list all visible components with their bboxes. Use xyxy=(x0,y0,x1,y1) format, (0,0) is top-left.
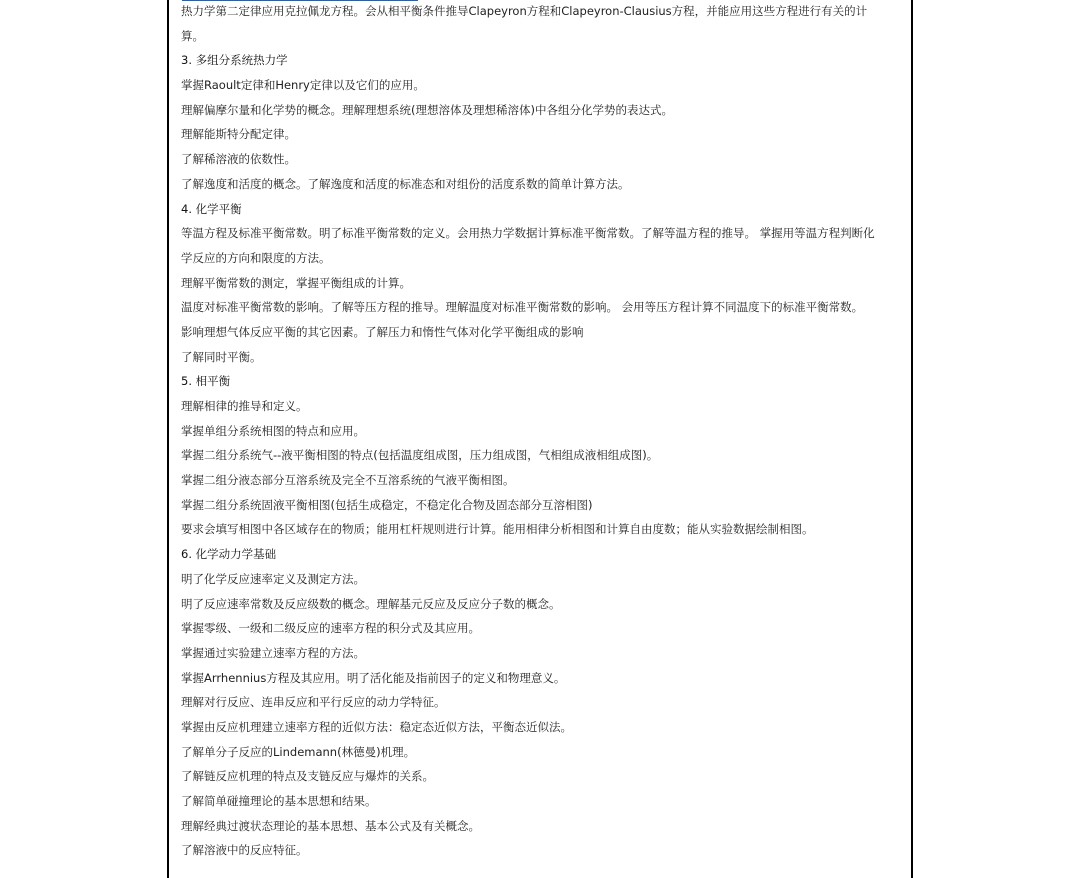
text-line: 了解溶液中的反应特征。 xyxy=(181,843,308,858)
document-page xyxy=(167,0,913,878)
section-heading: 4. 化学平衡 xyxy=(181,201,242,216)
text-line: 了解简单碰撞理论的基本思想和结果。 xyxy=(181,794,377,808)
text-line: 理解对行反应、连串反应和平行反应的动力学特征。 xyxy=(181,695,446,710)
text-line: 掌握零级、一级和二级反应的速率方程的积分式及其应用。 xyxy=(181,621,480,636)
text-line: 了解单分子反应的Lindemann(林德曼)机理。 xyxy=(181,744,416,759)
text-line: 掌握二组分液态部分互溶系统及完全不互溶系统的气液平衡相图。 xyxy=(181,473,515,488)
text-line: 掌握二组分系统气--液平衡相图的特点(包括温度组成图，压力组成图，气相组成液相组成图)。 xyxy=(181,448,659,463)
text-line: 掌握单组分系统相图的特点和应用。 xyxy=(181,423,365,438)
text-line: 温度对标准平衡常数的影响。了解等压方程的推导。理解温度对标准平衡常数的影响。 会用等压方程计算不同温度下的标准平衡常数。 xyxy=(181,300,864,315)
section-heading: 5. 相平衡 xyxy=(181,374,231,389)
section-heading: 6. 化学动力学基础 xyxy=(181,547,277,562)
text-line: 理解平衡常数的测定，掌握平衡组成的计算。 xyxy=(181,275,411,290)
text-line: 学反应的方向和限度的方法。 xyxy=(181,250,331,265)
text-line: 了解稀溶液的依数性。 xyxy=(181,152,296,167)
text-line: 掌握二组分系统固液平衡相图(包括生成稳定，不稳定化合物及固态部分互溶相图) xyxy=(181,497,593,512)
text-line: 了解逸度和活度的概念。了解逸度和活度的标准态和对组份的活度系数的简单计算方法。 xyxy=(181,176,630,191)
section-heading: 3. 多组分系统热力学 xyxy=(181,53,288,68)
text-line: 掌握Arrhennius方程及其应用。明了活化能及指前因子的定义和物理意义。 xyxy=(181,670,566,685)
text-line: 掌握Raoult定律和Henry定律以及它们的应用。 xyxy=(181,78,425,93)
text-line: 掌握通过实验建立速率方程的方法。 xyxy=(181,645,365,660)
text-line: 理解偏摩尔量和化学势的概念。理解理想系统(理想溶体及理想稀溶体)中各组分化学势的表达式。 xyxy=(181,102,673,117)
text-line: 明了反应速率常数及反应级数的概念。理解基元反应及反应分子数的概念。 xyxy=(181,596,561,611)
text-line: 明了化学反应速率定义及测定方法。 xyxy=(181,571,365,586)
text-line: 理解经典过渡状态理论的基本思想、基本公式及有关概念。 xyxy=(181,818,480,833)
text-line: 理解能斯特分配定律。 xyxy=(181,127,296,142)
text-line: 影响理想气体反应平衡的其它因素。了解压力和惰性气体对化学平衡组成的影响 xyxy=(181,324,584,339)
syllabus-content xyxy=(181,0,899,863)
text-line: 了解同时平衡。 xyxy=(181,349,262,364)
text-line: 等温方程及标准平衡常数。明了标准平衡常数的定义。会用热力学数据计算标准平衡常数。了解等温方程的推导。 掌握用等温方程判断化 xyxy=(181,226,875,241)
text-line: 热力学第二定律应用克拉佩龙方程。会从相平衡条件推导Clapeyron方程和Clapeyron-Clausius方程，并能应用这些方程进行有关的计 xyxy=(181,4,868,18)
text-line: 要求会填写相图中各区域存在的物质；能用杠杆规则进行计算。能用相律分析相图和计算自由度数；能从实验数据绘制相图。 xyxy=(181,522,814,537)
text-line: 掌握由反应机理建立速率方程的近似方法：稳定态近似方法，平衡态近似法。 xyxy=(181,719,572,734)
text-line: 了解链反应机理的特点及支链反应与爆炸的关系。 xyxy=(181,769,434,784)
text-line: 算。 xyxy=(181,28,204,43)
text-line: 理解相律的推导和定义。 xyxy=(181,399,308,413)
